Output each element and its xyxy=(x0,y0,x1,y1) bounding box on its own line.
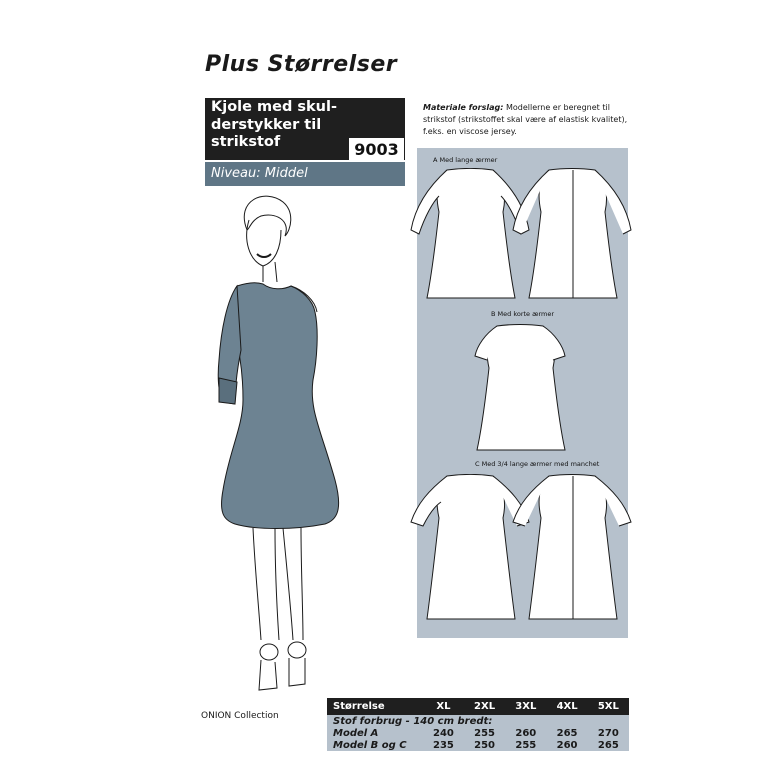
table-cell: 260 xyxy=(515,727,537,739)
table-row xyxy=(327,727,629,739)
pattern-name-line-1: Kjole med skul- xyxy=(211,99,337,115)
size-table-header xyxy=(327,698,629,715)
table-cell: 265 xyxy=(597,739,619,751)
view-c-label: C Med 3/4 lange ærmer med manchet xyxy=(475,460,600,468)
view-b-label: B Med korte ærmer xyxy=(491,310,555,318)
table-cell: 260 xyxy=(556,739,578,751)
page-title: Plus Størrelser xyxy=(205,52,398,77)
row-label-model-b-c: Model B og C xyxy=(333,739,407,751)
size-header-label: Størrelse xyxy=(327,698,423,715)
size-header-2xl: 2XL xyxy=(464,698,505,715)
view-a-drawing xyxy=(407,168,637,303)
pattern-number: 9003 xyxy=(349,138,404,162)
material-label: Materiale forslag: xyxy=(423,103,504,112)
table-cell: 270 xyxy=(597,727,619,739)
row-label-model-a: Model A xyxy=(333,727,379,739)
table-row xyxy=(327,739,629,751)
view-c-drawing xyxy=(407,474,637,624)
size-header-xl: XL xyxy=(423,698,464,715)
size-header-5xl: 5XL xyxy=(588,698,629,715)
size-header-4xl: 4XL xyxy=(546,698,587,715)
pattern-name-line-2: derstykker til xyxy=(211,116,322,133)
model-illustration xyxy=(205,190,350,705)
fabric-label: Stof forbrug - 140 cm bredt: xyxy=(333,715,493,727)
table-cell: 255 xyxy=(515,739,537,751)
difficulty-level: Niveau: Middel xyxy=(205,162,405,186)
brand-label: ONION Collection xyxy=(201,711,279,721)
size-table xyxy=(327,698,629,751)
table-cell: 255 xyxy=(474,727,495,739)
view-a-label: A Med lange ærmer xyxy=(433,156,498,164)
material-line-1: Modellerne er beregnet til xyxy=(505,103,610,112)
technical-drawings-panel xyxy=(417,148,628,638)
pattern-name-line-3: strikstof xyxy=(211,134,281,150)
table-cell: 250 xyxy=(474,739,495,751)
view-b-drawing xyxy=(467,324,587,454)
material-line-2: strikstof (strikstoffet skal være af elastisk kvalitet), xyxy=(423,115,628,124)
pattern-name xyxy=(211,99,361,152)
table-cell: 265 xyxy=(556,727,578,739)
table-cell: 235 xyxy=(433,739,454,751)
material-suggestion xyxy=(423,102,633,138)
material-line-3: f.eks. en viscose jersey. xyxy=(423,127,517,136)
table-cell: 240 xyxy=(433,727,454,739)
size-header-3xl: 3XL xyxy=(505,698,546,715)
fabric-row xyxy=(327,715,629,727)
